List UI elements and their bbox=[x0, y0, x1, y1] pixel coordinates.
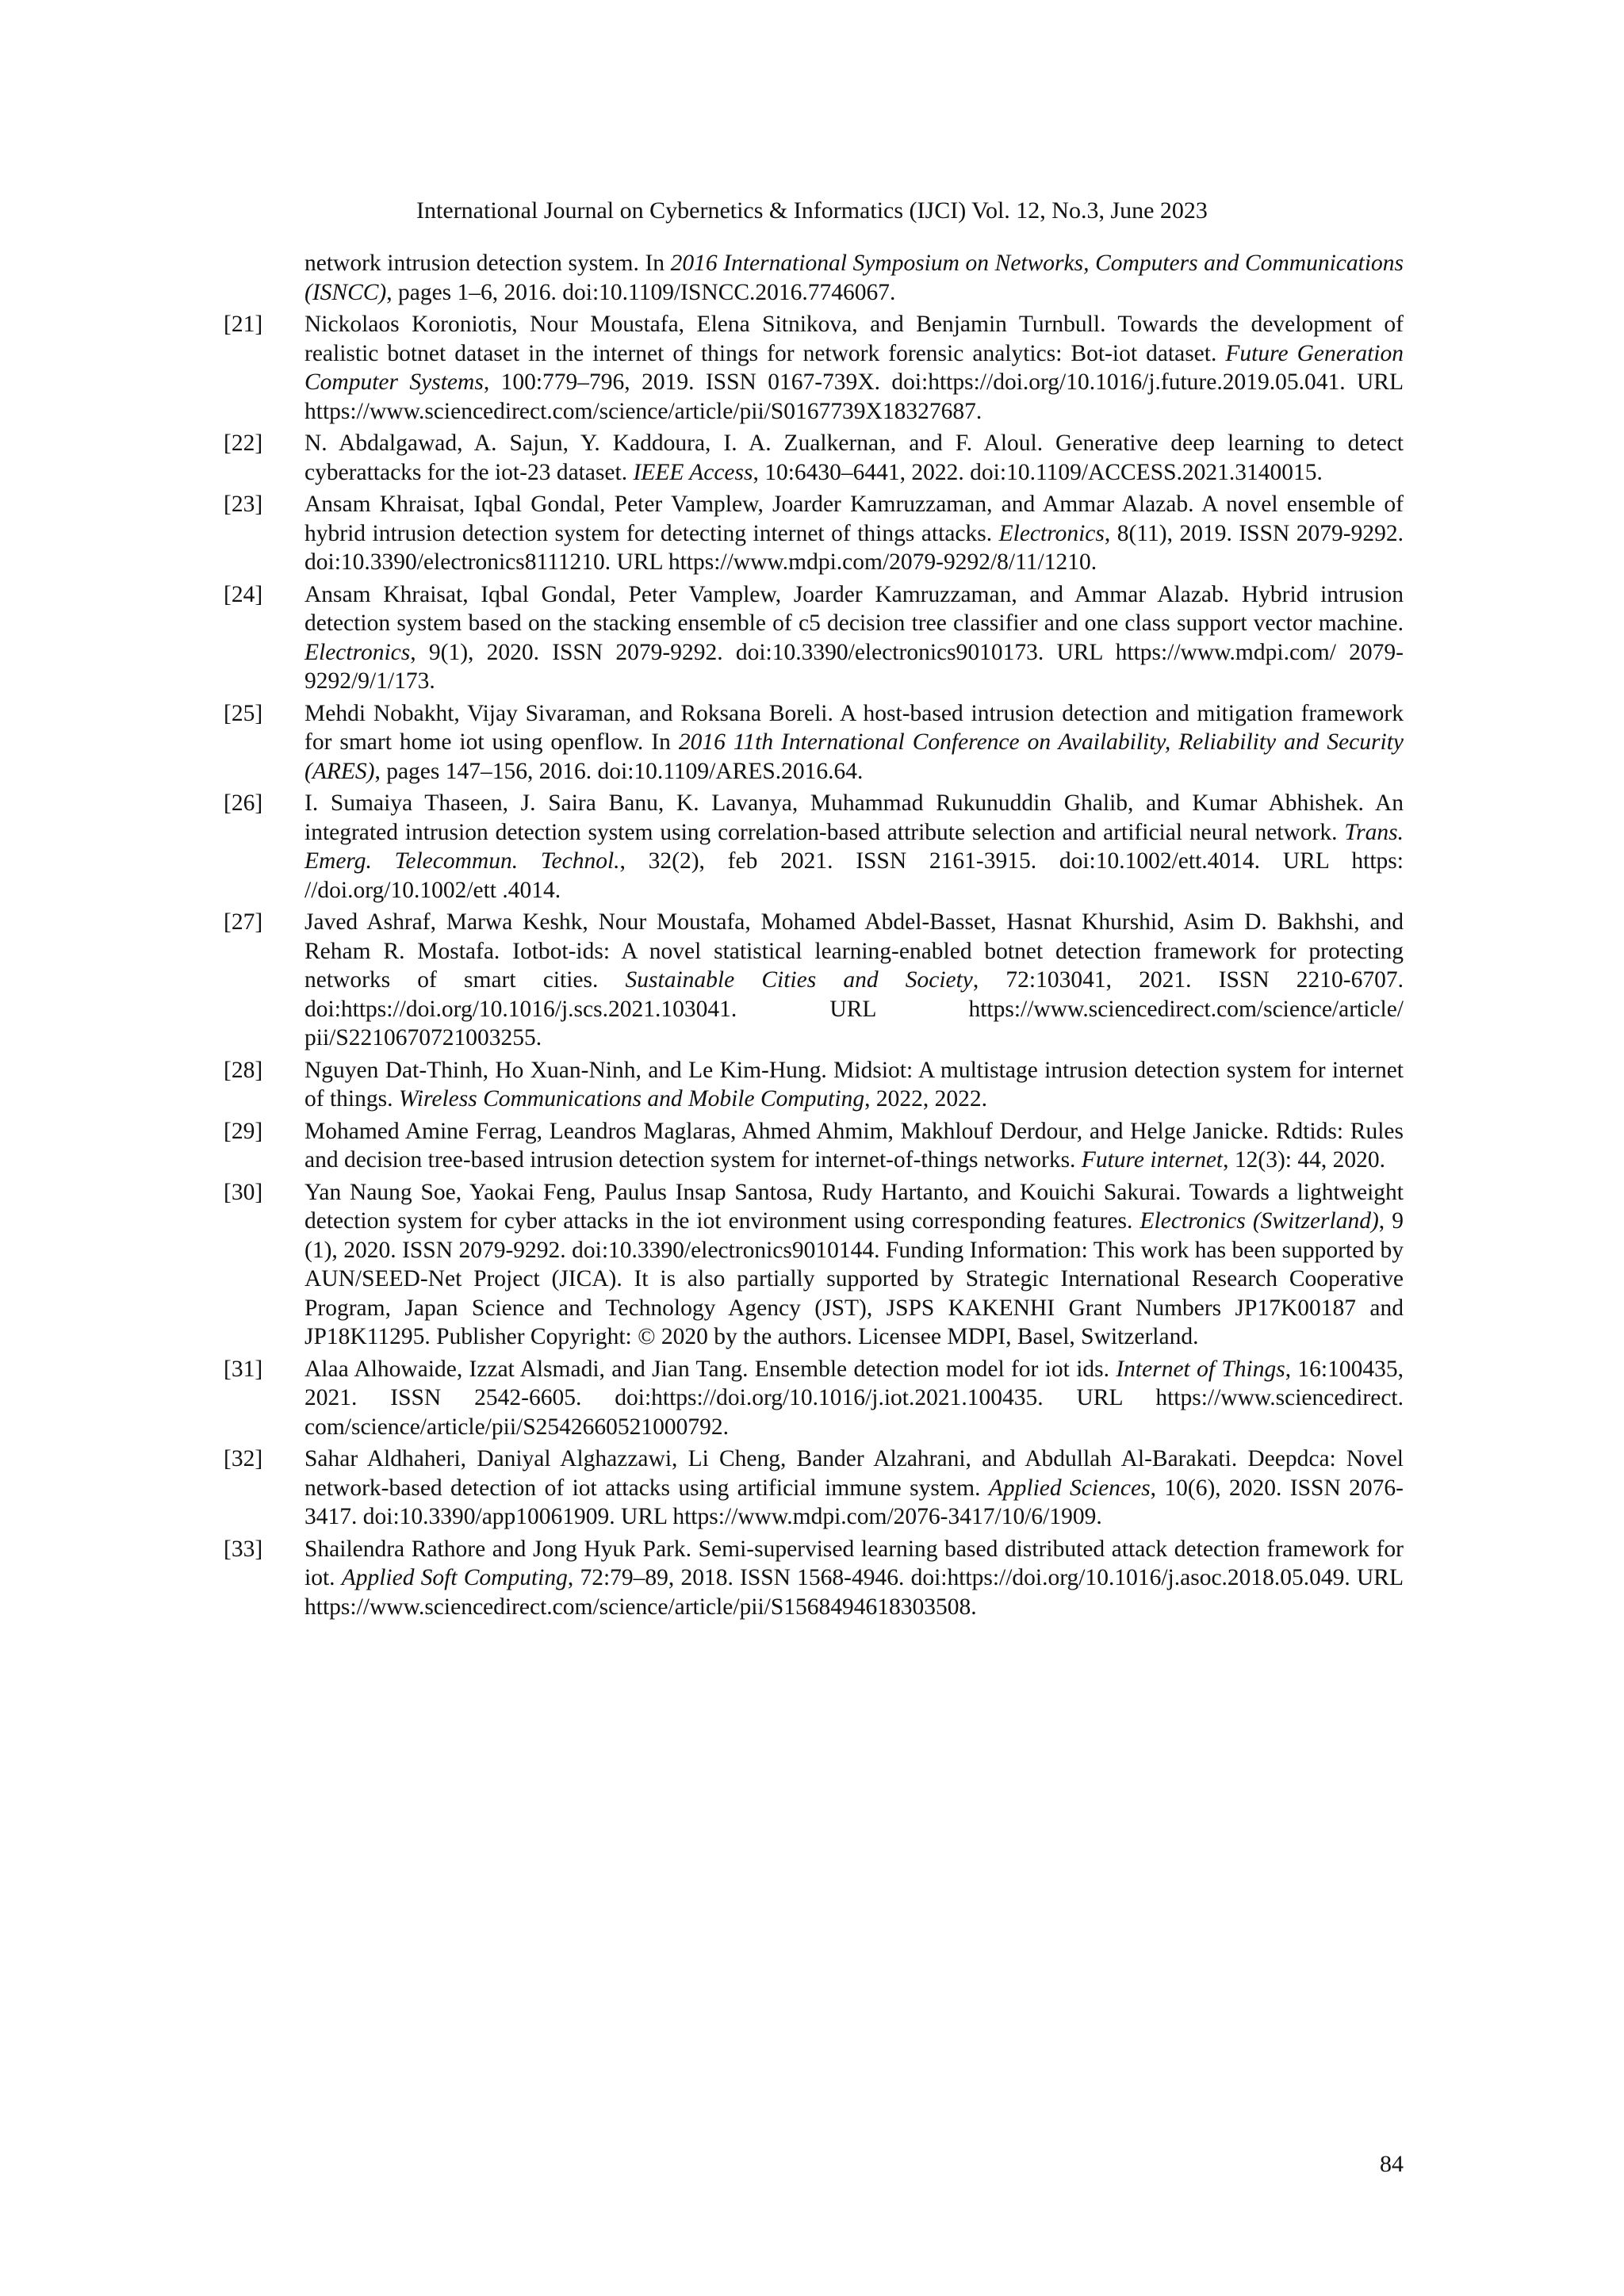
reference-text: , 72:103041, 2021. ISSN 2210-6707. doi:https://doi.org/10.1016/j.scs.2021.103041. URL https://www.sciencedirect.com/science/article/ pii/S2210670721003255. bbox=[304, 967, 1404, 1050]
reference-venue: Trans. Emerg. Telecommun. Technol. bbox=[304, 819, 1404, 874]
reference-venue: Future internet bbox=[1081, 1147, 1224, 1173]
reference-number: [25] bbox=[224, 700, 263, 726]
reference-venue: Electronics bbox=[998, 520, 1105, 546]
reference-venue: 2016 International Symposium on Networks, Computers and Communications (ISNCC) bbox=[304, 251, 1404, 305]
reference-venue: IEEE Access bbox=[633, 459, 753, 485]
reference-venue: Applied Soft Computing bbox=[341, 1565, 568, 1590]
reference-text: Alaa Alhowaide, Izzat Alsmadi, and Jian Tang. Ensemble detection model for iot ids. bbox=[304, 1356, 1116, 1382]
reference-23 bbox=[214, 490, 1404, 577]
reference-number: [27] bbox=[224, 909, 263, 935]
reference-venue: 2016 11th International Conference on Availability, Reliability and Security (ARES) bbox=[304, 729, 1404, 784]
reference-29 bbox=[214, 1117, 1404, 1175]
reference-number: [31] bbox=[224, 1356, 263, 1382]
reference-venue: Wireless Communications and Mobile Computing bbox=[398, 1086, 865, 1112]
reference-body bbox=[304, 1357, 1404, 1440]
reference-body bbox=[304, 1119, 1404, 1173]
reference-number: [21] bbox=[224, 312, 263, 337]
reference-body bbox=[304, 251, 1404, 305]
reference-27 bbox=[214, 908, 1404, 1053]
reference-text: , 9 (1), 2020. ISSN 2079-9292. doi:10.3390/electronics9010144. Funding Information: This work has been supported by AUN/SEED-Net Project (JICA). It is also partially supported by Strategic International Research Cooperative Program, Japan Science and Technology Agency (JST), JSPS KAKENHI Grant Numbers JP17K00187 and JP18K11295. Publisher Copyright: © 2020 by the authors. Licensee MDPI, Basel, Switzerland. bbox=[304, 1208, 1404, 1349]
reference-body bbox=[304, 1058, 1404, 1112]
reference-body bbox=[304, 790, 1404, 903]
reference-venue: Applied Sciences bbox=[988, 1475, 1151, 1501]
reference-venue: Sustainable Cities and Society bbox=[625, 967, 973, 993]
reference-body bbox=[304, 701, 1404, 784]
reference-text: Mohamed Amine Ferrag, Leandros Maglaras, Ahmed Ahmim, Makhlouf Derdour, and Helge Janicke. Rdtids: Rules and decision tree-based intrusion detection system for internet-of-things networks. bbox=[304, 1118, 1404, 1173]
reference-text: , 72:79–89, 2018. ISSN 1568-4946. doi:https://doi.org/10.1016/j.asoc.2018.05.049. URL https://www.sciencedirect.com/science/article/pii/S1568494618303508. bbox=[304, 1565, 1404, 1620]
reference-number: [32] bbox=[224, 1446, 263, 1471]
reference-text: N. Abdalgawad, A. Sajun, Y. Kaddoura, I. A. Zualkernan, and F. Aloul. Generative deep learning to detect cyberattacks for the iot-23 dataset. bbox=[304, 430, 1404, 485]
reference-body bbox=[304, 312, 1404, 424]
reference-text: Javed Ashraf, Marwa Keshk, Nour Moustafa, Mohamed Abdel-Basset, Hasnat Khurshid, Asim D. Bakhshi, and Reham R. Mostafa. Iotbot-ids: A novel statistical learning-enabled botnet detection framework for protecting networks of smart cities. bbox=[304, 909, 1404, 993]
reference-number: [26] bbox=[224, 790, 263, 816]
reference-31 bbox=[214, 1355, 1404, 1442]
running-header: International Journal on Cybernetics & Informatics (IJCI) Vol. 12, No.3, June 2023 bbox=[416, 197, 1208, 224]
reference-text: Ansam Khraisat, Iqbal Gondal, Peter Vamplew, Joarder Kamruzzaman, and Ammar Alazab. Hybrid intrusion detection system based on the stacking ensemble of c5 decision tree classifier and one class support vector machine. bbox=[304, 581, 1404, 636]
page-number: 84 bbox=[1380, 2151, 1404, 2177]
reference-33 bbox=[214, 1535, 1404, 1622]
reference-body bbox=[304, 1536, 1404, 1620]
reference-text: , 32(2), feb 2021. ISSN 2161-3915. doi:10.1002/ett.4014. URL https: //doi.org/10.1002/ett .4014. bbox=[304, 848, 1404, 903]
reference-32 bbox=[214, 1445, 1404, 1532]
reference-list bbox=[214, 249, 1404, 1624]
reference-24 bbox=[214, 580, 1404, 696]
reference-26 bbox=[214, 789, 1404, 905]
reference-21 bbox=[214, 310, 1404, 426]
reference-text: , 8(11), 2019. ISSN 2079-9292. doi:10.3390/electronics8111210. URL https://www.mdpi.com/2079-9292/8/11/1210. bbox=[304, 520, 1404, 575]
reference-body bbox=[304, 909, 1404, 1050]
reference-text: Mehdi Nobakht, Vijay Sivaraman, and Roksana Boreli. A host-based intrusion detection and mitigation framework for smart home iot using openflow. In bbox=[304, 700, 1404, 755]
reference-text: Shailendra Rathore and Jong Hyuk Park. Semi-supervised learning based distributed attack detection framework for iot. bbox=[304, 1536, 1404, 1590]
reference-body bbox=[304, 1180, 1404, 1350]
reference-text: , 10(6), 2020. ISSN 2076-3417. doi:10.3390/app10061909. URL https://www.mdpi.com/2076-3417/10/6/1909. bbox=[304, 1475, 1404, 1529]
reference-venue: Future Generation Computer Systems bbox=[304, 340, 1404, 395]
reference-text: I. Sumaiya Thaseen, J. Saira Banu, K. Lavanya, Muhammad Rukunuddin Ghalib, and Kumar Abhishek. An integrated intrusion detection system using correlation-based attribute selection and artificial neural network. bbox=[304, 790, 1404, 845]
reference-body bbox=[304, 1446, 1404, 1529]
reference-body bbox=[304, 582, 1404, 695]
reference-venue: Electronics (Switzerland) bbox=[1139, 1208, 1379, 1234]
reference-text: , 10:6430–6441, 2022. doi:10.1109/ACCESS.2021.3140015. bbox=[753, 459, 1323, 485]
reference-number: [22] bbox=[224, 430, 263, 456]
reference-number: [28] bbox=[224, 1057, 263, 1083]
reference-body bbox=[304, 430, 1404, 485]
reference-25 bbox=[214, 699, 1404, 786]
reference-number: [33] bbox=[224, 1536, 263, 1562]
reference-text: , pages 147–156, 2016. doi:10.1109/ARES.2016.64. bbox=[374, 758, 864, 784]
reference-30 bbox=[214, 1178, 1404, 1352]
reference-text: , 9(1), 2020. ISSN 2079-9292. doi:10.3390/electronics9010173. URL https://www.mdpi.com/ 2079-9292/9/1/173. bbox=[304, 639, 1404, 694]
reference-text: , pages 1–6, 2016. doi:10.1109/ISNCC.2016.7746067. bbox=[386, 279, 896, 305]
reference-number: [29] bbox=[224, 1118, 263, 1144]
reference-number: [24] bbox=[224, 581, 263, 607]
reference-text: , 100:779–796, 2019. ISSN 0167-739X. doi:https://doi.org/10.1016/j.future.2019.05.041. URL https://www.sciencedirect.com/science/article/pii/S0167739X18327687. bbox=[304, 369, 1404, 424]
reference-number: [23] bbox=[224, 492, 263, 517]
reference-text: Ansam Khraisat, Iqbal Gondal, Peter Vamplew, Joarder Kamruzzaman, and Ammar Alazab. A novel ensemble of hybrid intrusion detection system for detecting internet of things attacks. bbox=[304, 492, 1404, 546]
reference-text: network intrusion detection system. In bbox=[304, 251, 671, 276]
reference-text: Yan Naung Soe, Yaokai Feng, Paulus Insap Santosa, Rudy Hartanto, and Kouichi Sakurai. Towards a lightweight detection system for cyber attacks in the iot environment using corresponding features. bbox=[304, 1179, 1404, 1234]
reference-text: Nguyen Dat-Thinh, Ho Xuan-Ninh, and Le Kim-Hung. Midsiot: A multistage intrusion detection system for internet of things. bbox=[304, 1057, 1404, 1112]
reference-text: , 16:100435, 2021. ISSN 2542-6605. doi:https://doi.org/10.1016/j.iot.2021.100435. URL https://www.sciencedirect. com/science/article/pii/S2542660521000792. bbox=[304, 1356, 1404, 1440]
reference-28 bbox=[214, 1056, 1404, 1114]
reference-text: Sahar Aldhaheri, Daniyal Alghazzawi, Li Cheng, Bander Alzahrani, and Abdullah Al-Barakati. Deepdca: Novel network-based detection of iot attacks using artificial immune system. bbox=[304, 1446, 1404, 1501]
reference-venue: Electronics bbox=[304, 639, 411, 665]
reference-text: Nickolaos Koroniotis, Nour Moustafa, Elena Sitnikova, and Benjamin Turnbull. Towards the development of realistic botnet dataset in the internet of things for network forensic analytics: Bot-iot dataset. bbox=[304, 312, 1404, 366]
reference-number: [30] bbox=[224, 1179, 263, 1205]
reference-text: , 2022, 2022. bbox=[864, 1086, 987, 1112]
reference-22 bbox=[214, 429, 1404, 487]
reference-continuation bbox=[214, 249, 1404, 307]
reference-venue: Internet of Things bbox=[1116, 1356, 1285, 1382]
reference-text: , 12(3): 44, 2020. bbox=[1223, 1147, 1385, 1173]
reference-body bbox=[304, 492, 1404, 575]
